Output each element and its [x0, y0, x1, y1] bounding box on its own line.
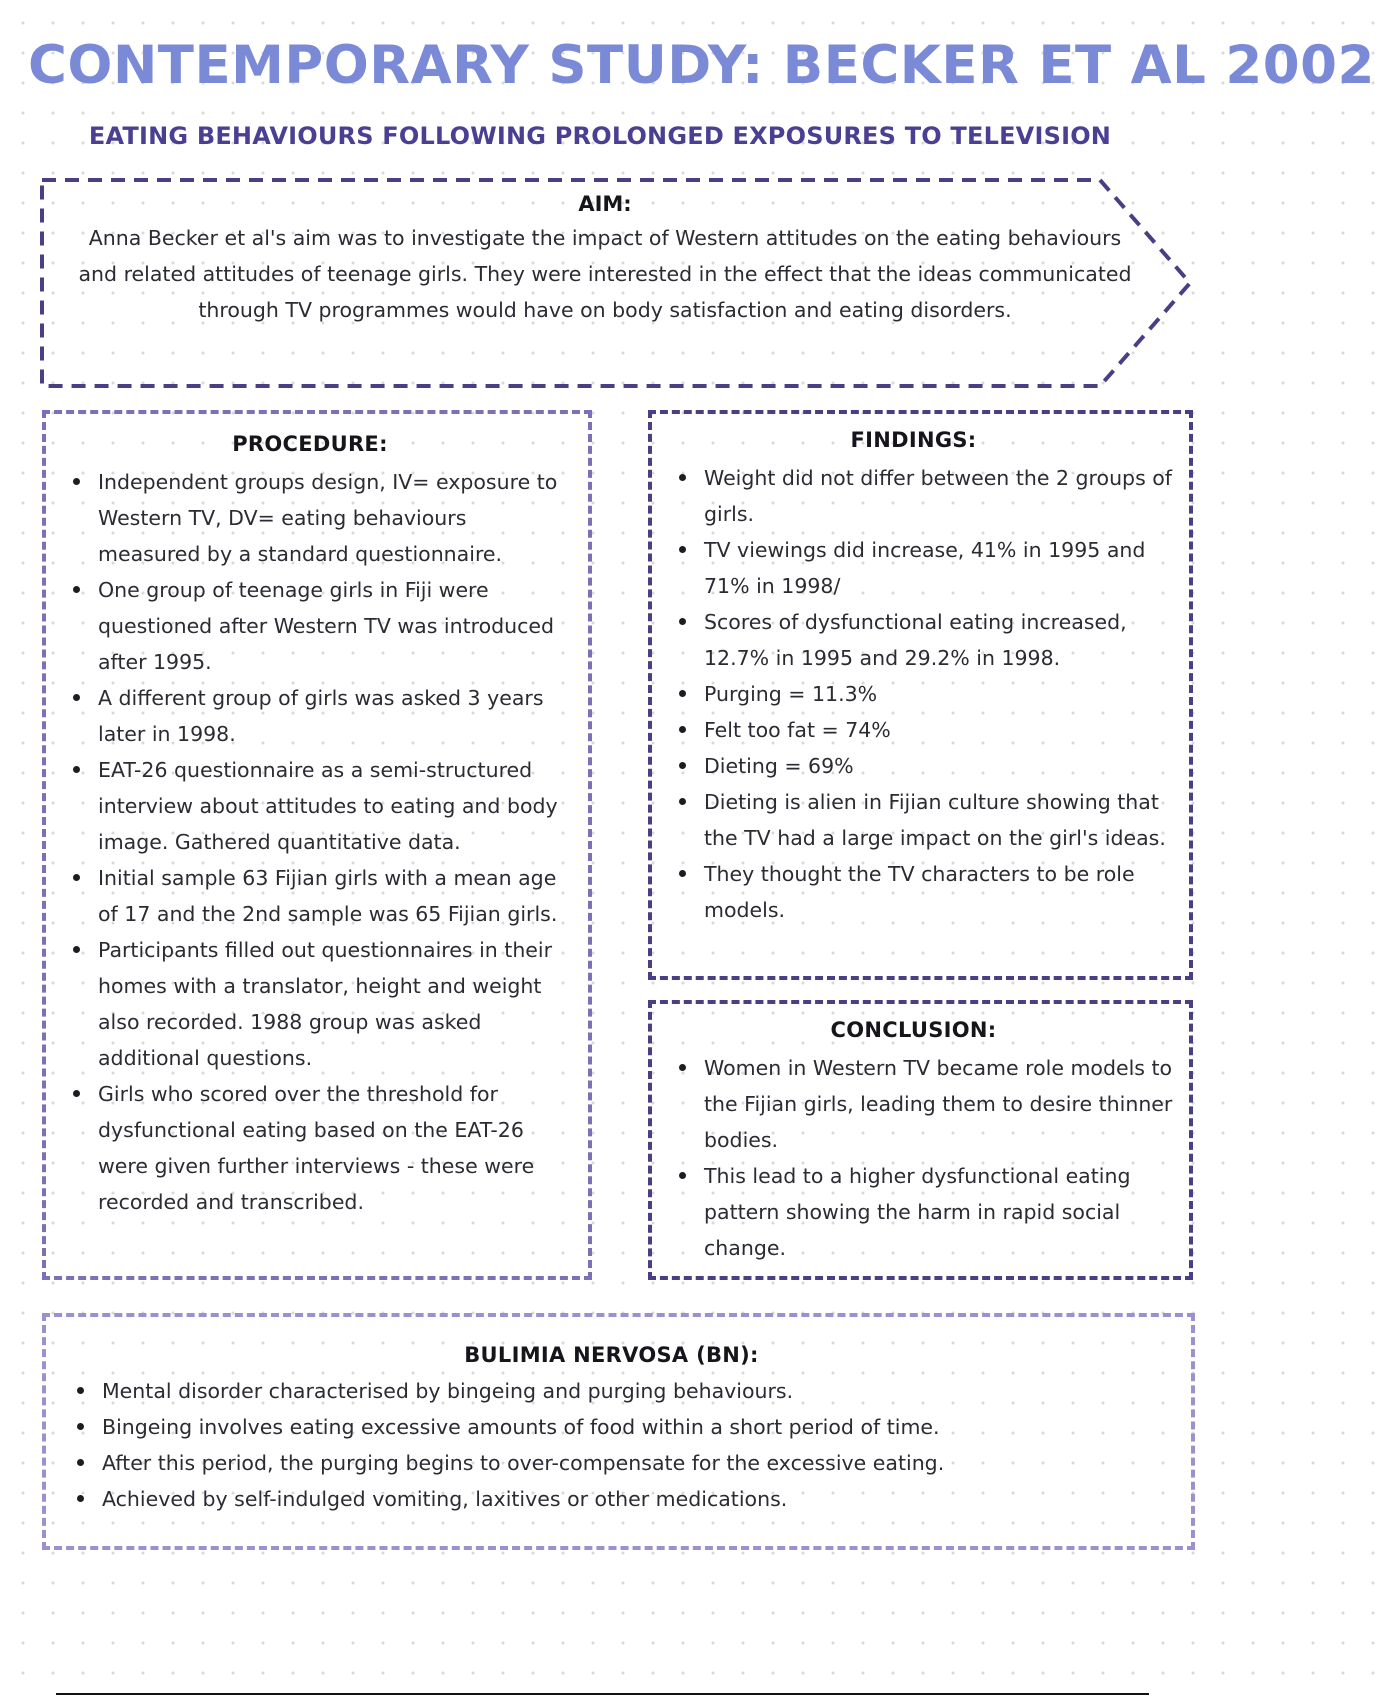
list-item: After this period, the purging begins to over-compensate for the excessive eating. [102, 1445, 1177, 1481]
list-item: Bingeing involves eating excessive amounts of food within a short period of time. [102, 1409, 1177, 1445]
procedure-section [42, 410, 592, 1280]
list-item: Participants filled out questionnaires in their homes with a translator, height and weight also recorded. 1988 group was asked additional questions. [98, 932, 574, 1076]
conclusion-heading: CONCLUSION: [830, 1018, 997, 1042]
list-item: Women in Western TV became role models to the Fijian girls, leading them to desire thinner bodies. [704, 1050, 1175, 1158]
aim-heading: AIM: [578, 192, 632, 216]
footer-divider [56, 1693, 1149, 1695]
procedure-list [46, 464, 574, 1220]
list-item: Dieting is alien in Fijian culture showing that the TV had a large impact on the girl's ideas. [704, 784, 1175, 856]
bulimia-section [42, 1313, 1195, 1550]
conclusion-list [652, 1050, 1175, 1266]
list-item: One group of teenage girls in Fiji were questioned after Western TV was introduced after 1995. [98, 572, 574, 680]
list-item: They thought the TV characters to be role models. [704, 856, 1175, 928]
list-item: Weight did not differ between the 2 groups of girls. [704, 460, 1175, 532]
list-item: Scores of dysfunctional eating increased, 12.7% in 1995 and 29.2% in 1998. [704, 604, 1175, 676]
findings-section [648, 410, 1193, 980]
page-title: CONTEMPORARY STUDY: BECKER ET AL 2002 [28, 35, 1375, 96]
list-item: Dieting = 69% [704, 748, 1175, 784]
bulimia-heading: BULIMIA NERVOSA (BN): [464, 1343, 759, 1367]
procedure-heading: PROCEDURE: [232, 432, 388, 456]
list-item: EAT-26 questionnaire as a semi-structured interview about attitudes to eating and body image. Gathered quantitative data. [98, 752, 574, 860]
aim-section [40, 178, 1195, 388]
list-item: Independent groups design, IV= exposure to Western TV, DV= eating behaviours measured by a standard questionnaire. [98, 464, 574, 572]
findings-heading: FINDINGS: [850, 428, 977, 452]
aim-text: Anna Becker et al's aim was to investigate the impact of Western attitudes on the eating behaviours and related attitudes of teenage girls. They were interested in the effect that the ideas communicated through TV programmes would have on body satisfaction and eating disorders. [78, 226, 1132, 322]
list-item: TV viewings did increase, 41% in 1995 and 71% in 1998/ [704, 532, 1175, 604]
page-subtitle: EATING BEHAVIOURS FOLLOWING PROLONGED EXPOSURES TO TELEVISION [88, 122, 1112, 150]
list-item: This lead to a higher dysfunctional eating pattern showing the harm in rapid social change. [704, 1158, 1175, 1266]
bulimia-list [46, 1373, 1177, 1517]
list-item: Felt too fat = 74% [704, 712, 1175, 748]
list-item: Purging = 11.3% [704, 676, 1175, 712]
list-item: Mental disorder characterised by bingeing and purging behaviours. [102, 1373, 1177, 1409]
list-item: A different group of girls was asked 3 years later in 1998. [98, 680, 574, 752]
list-item: Girls who scored over the threshold for dysfunctional eating based on the EAT-26 were given further interviews - these were recorded and transcribed. [98, 1076, 574, 1220]
list-item: Achieved by self-indulged vomiting, laxitives or other medications. [102, 1481, 1177, 1517]
list-item: Initial sample 63 Fijian girls with a mean age of 17 and the 2nd sample was 65 Fijian girls. [98, 860, 574, 932]
findings-list [652, 460, 1175, 928]
conclusion-section [648, 1000, 1193, 1280]
